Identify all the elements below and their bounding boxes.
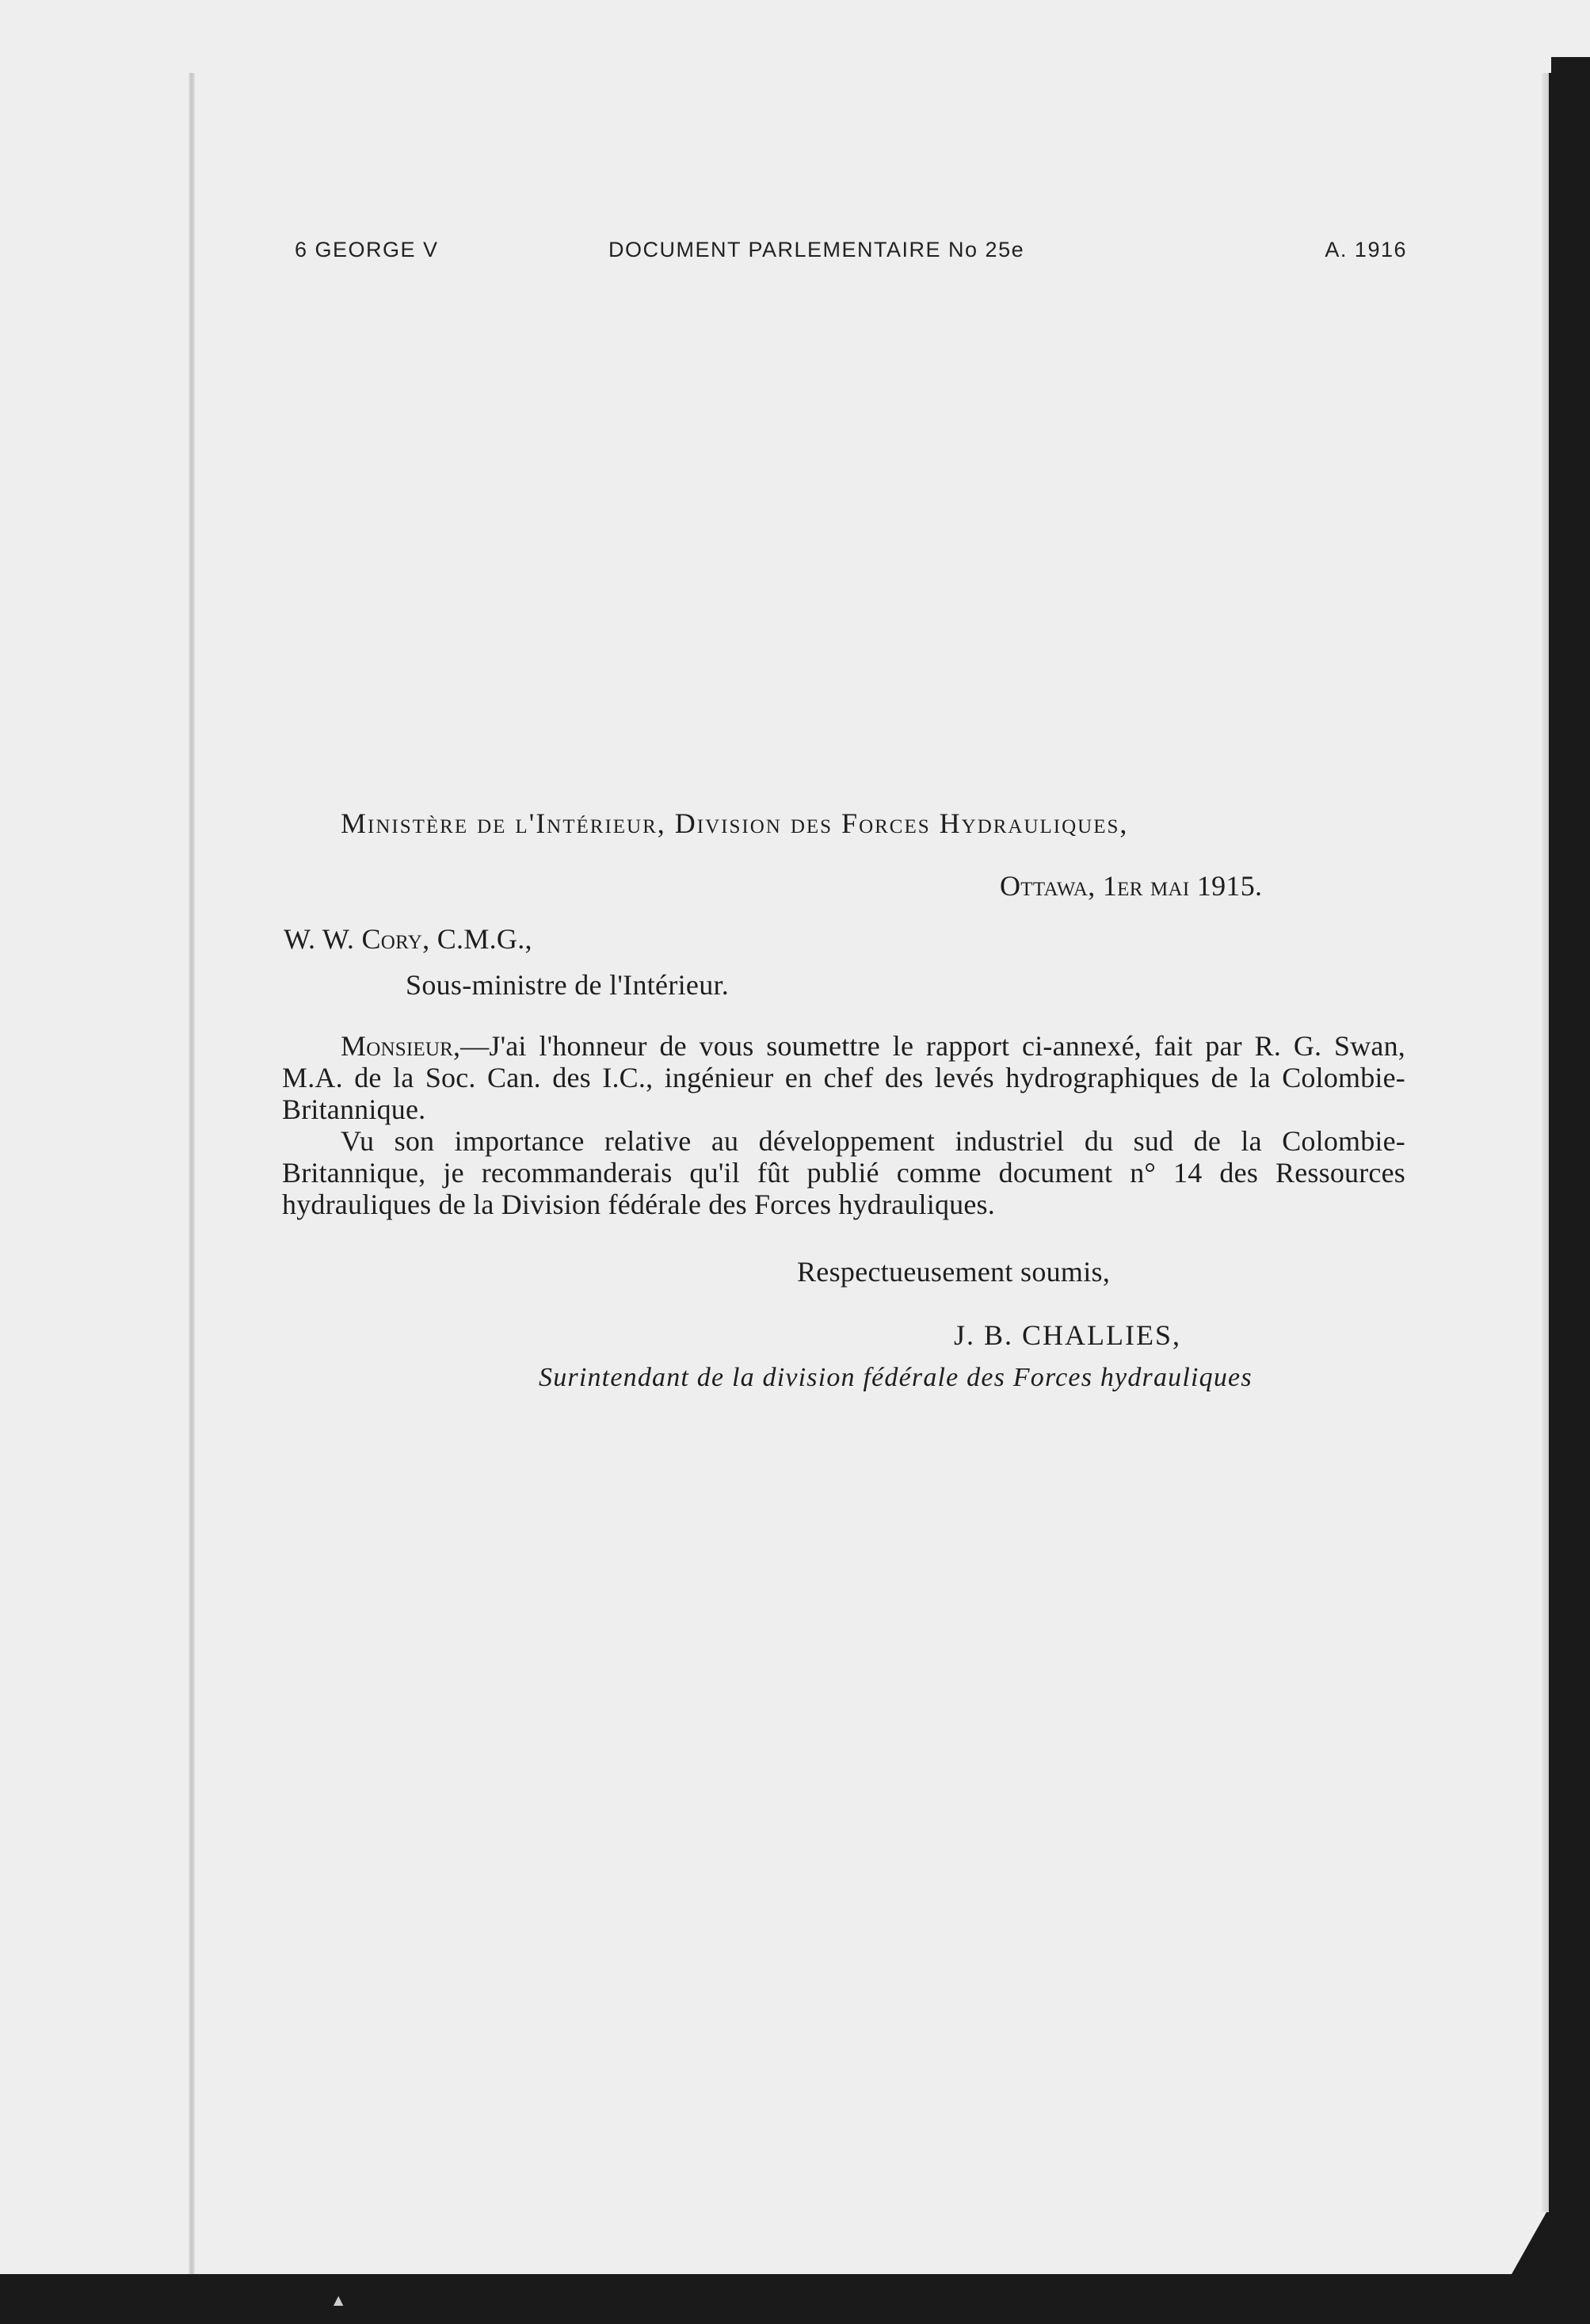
header-left: 6 GEORGE V	[295, 238, 439, 261]
header-center: DOCUMENT PARLEMENTAIRE No 25e	[608, 238, 1025, 261]
page-fold-shadow	[189, 73, 195, 2274]
scan-border	[1551, 57, 1590, 73]
paragraph-1	[282, 1030, 1405, 1125]
dateline	[1000, 869, 1262, 903]
dateline-text: Ottawa, 1er mai 1915.	[1000, 870, 1263, 902]
addressee-title: Sous-ministre de l'Intérieur.	[406, 969, 730, 1001]
closing: Respectueusement soumis,	[797, 1256, 1111, 1288]
ministry-heading: Ministère de l'Intérieur, Division des Forces Hydrauliques,	[341, 807, 1129, 839]
salutation: Monsieur,	[341, 1030, 461, 1062]
paragraph-1-text: —J'ai l'honneur de vous soumettre le rapport ci-annexé, fait par R. G. Swan, M.A. de la Soc. Can. des I.C., ingénieur en chef des levés hydrographiques de la Colombie-Britannique.	[282, 1030, 1405, 1125]
page-edge	[1542, 73, 1549, 2212]
running-header	[295, 238, 1407, 269]
paragraph-2: Vu son importance relative au développement industriel du sud de la Colombie-Britannique, je recommanderais qu'il fût publié comme document n° 14 des Ressources hydrauliques de la Division fédérale des Forces hydrauliques.	[282, 1125, 1405, 1220]
top-margin	[0, 0, 1590, 73]
signature: J. B. CHALLIES,	[954, 1319, 1182, 1351]
signature-title: Surintendant de la division fédérale des Forces hydrauliques	[539, 1363, 1253, 1392]
addressee: W. W. Cory, C.M.G.,	[284, 923, 532, 955]
scan-mark: ▲	[334, 2292, 344, 2307]
header-right: A. 1916	[1325, 238, 1407, 261]
